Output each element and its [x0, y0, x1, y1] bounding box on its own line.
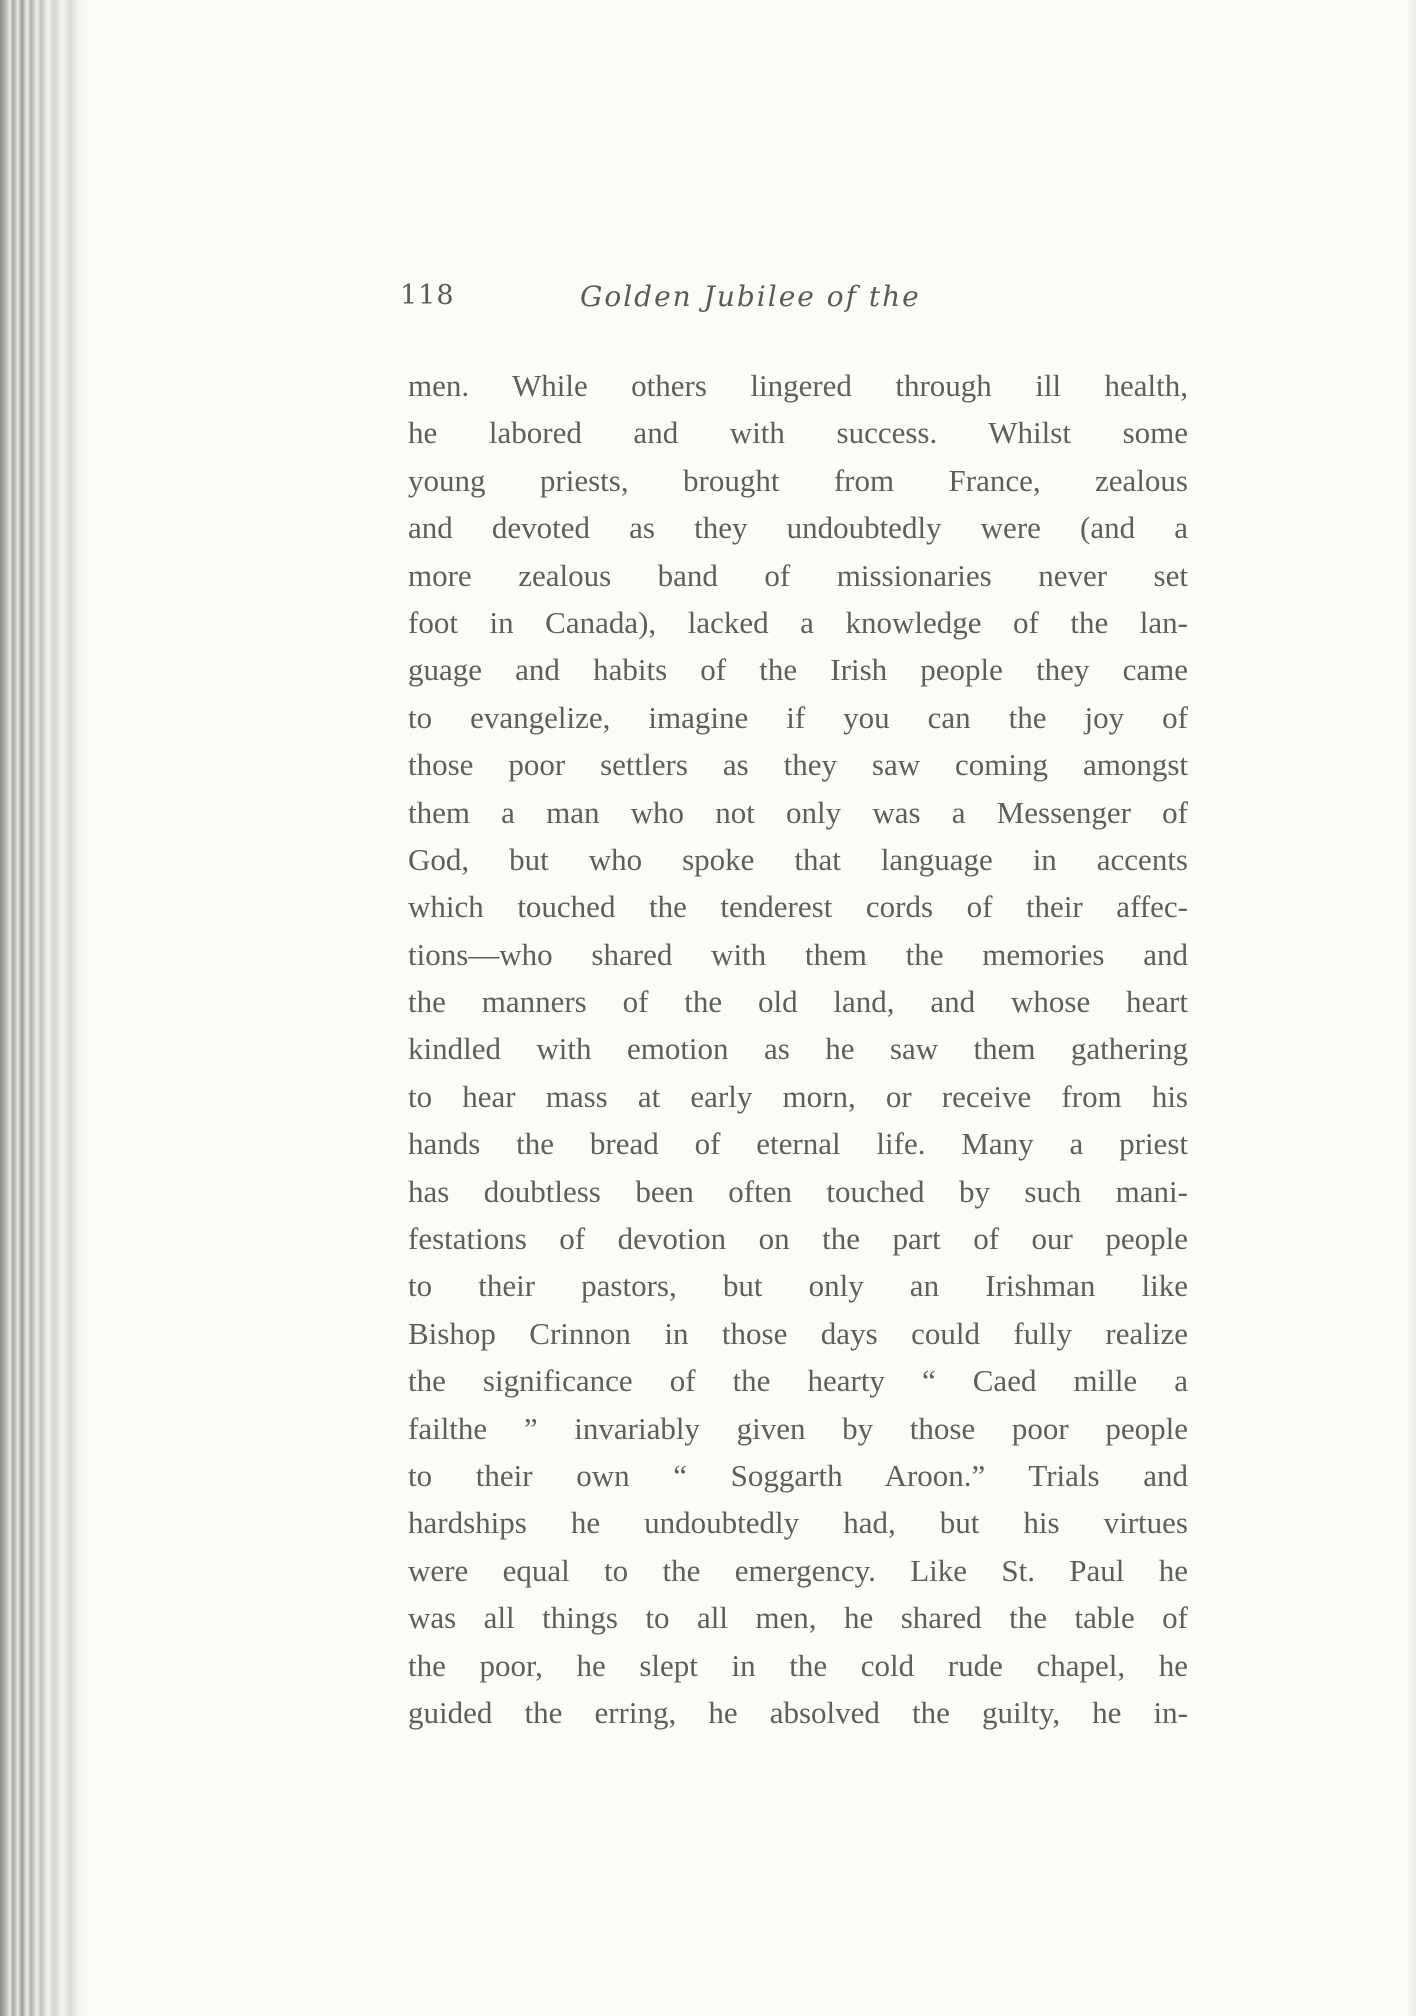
text-line: to their pastors, but only an Irishman like	[408, 1268, 1188, 1304]
text-line: hardships he undoubtedly had, but his virtues	[408, 1505, 1188, 1541]
text-line: were equal to the emergency. Like St. Paul he	[408, 1552, 1188, 1588]
text-line: those poor settlers as they saw coming amongst	[408, 747, 1188, 783]
text-line: which touched the tenderest cords of their affec-	[408, 889, 1188, 925]
text-line: Bishop Crinnon in those days could fully realize	[408, 1315, 1188, 1351]
text-line: festations of devotion on the part of our people	[408, 1221, 1188, 1257]
text-line: he labored and with success. Whilst some	[408, 415, 1188, 451]
book-edge	[0, 0, 92, 2016]
text-line: guided the erring, he absolved the guilty, he in-	[408, 1694, 1188, 1730]
page-edge-shadow	[1406, 0, 1416, 2016]
text-line: tions—who shared with them the memories and	[408, 936, 1188, 972]
text-line: failthe ” invariably given by those poor people	[408, 1410, 1188, 1446]
text-line: guage and habits of the Irish people they came	[408, 652, 1188, 688]
text-line: to their own “ Soggarth Aroon.” Trials and	[408, 1457, 1188, 1493]
text-line: God, but who spoke that language in accents	[408, 841, 1188, 877]
text-line: to hear mass at early morn, or receive from his	[408, 1078, 1188, 1114]
text-line: has doubtless been often touched by such mani-	[408, 1173, 1188, 1209]
running-head-title: Golden Jubilee of the	[580, 280, 921, 313]
text-line: more zealous band of missionaries never set	[408, 557, 1188, 593]
text-line: the significance of the hearty “ Caed mille a	[408, 1363, 1188, 1399]
text-line: them a man who not only was a Messenger of	[408, 794, 1188, 830]
text-line: the manners of the old land, and whose heart	[408, 984, 1188, 1020]
running-head	[400, 280, 1180, 320]
text-line: hands the bread of eternal life. Many a priest	[408, 1126, 1188, 1162]
text-line: men. While others lingered through ill health,	[408, 368, 1188, 403]
text-line: kindled with emotion as he saw them gathering	[408, 1031, 1188, 1067]
text-line: young priests, brought from France, zealous	[408, 462, 1188, 498]
body-text	[408, 362, 1188, 1736]
text-line: the poor, he slept in the cold rude chapel, he	[408, 1647, 1188, 1683]
text-line: and devoted as they undoubtedly were (and a	[408, 510, 1188, 546]
text-line: to evangelize, imagine if you can the joy of	[408, 699, 1188, 735]
page-number: 118	[400, 280, 455, 311]
text-line: foot in Canada), lacked a knowledge of the lan-	[408, 604, 1188, 640]
text-line: was all things to all men, he shared the table of	[408, 1600, 1188, 1636]
